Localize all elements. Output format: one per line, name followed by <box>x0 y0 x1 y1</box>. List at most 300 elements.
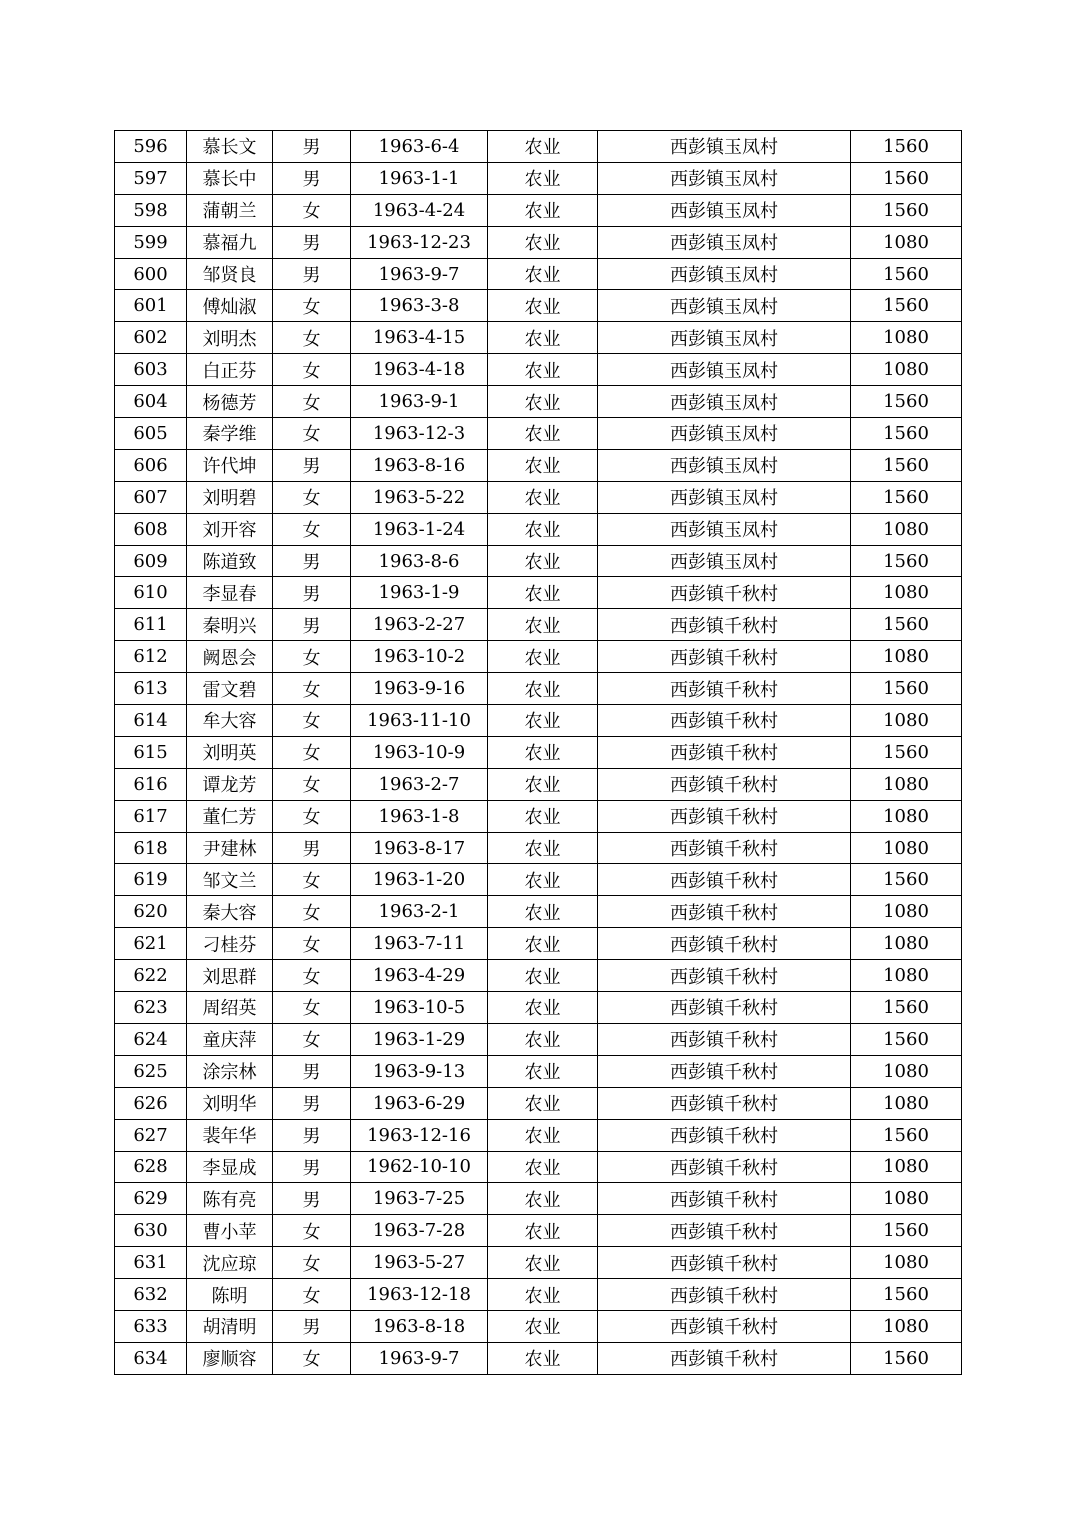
row-number-cell: 622 <box>115 960 187 992</box>
amount-cell: 1560 <box>851 1119 962 1151</box>
table-row <box>115 162 962 194</box>
gender-cell: 男 <box>273 545 351 577</box>
birth-date-cell: 1963-1-1 <box>351 162 488 194</box>
amount-cell: 1560 <box>851 194 962 226</box>
gender-cell: 男 <box>273 131 351 163</box>
occupation-cell: 农业 <box>488 641 598 673</box>
row-number-cell: 601 <box>115 290 187 322</box>
occupation-cell: 农业 <box>488 162 598 194</box>
address-cell: 西彭镇千秋村 <box>598 1215 851 1247</box>
table-row <box>115 418 962 450</box>
birth-date-cell: 1963-7-25 <box>351 1183 488 1215</box>
name-cell: 刁桂芬 <box>187 928 273 960</box>
address-cell: 西彭镇千秋村 <box>598 1247 851 1279</box>
birth-date-cell: 1963-10-5 <box>351 992 488 1024</box>
name-cell: 雷文碧 <box>187 673 273 705</box>
amount-cell: 1080 <box>851 354 962 386</box>
address-cell: 西彭镇千秋村 <box>598 1183 851 1215</box>
amount-cell: 1560 <box>851 258 962 290</box>
amount-cell: 1560 <box>851 386 962 418</box>
name-cell: 牟大容 <box>187 705 273 737</box>
row-number-cell: 619 <box>115 864 187 896</box>
name-cell: 杨德芳 <box>187 386 273 418</box>
address-cell: 西彭镇千秋村 <box>598 1119 851 1151</box>
occupation-cell: 农业 <box>488 1087 598 1119</box>
table-row <box>115 1055 962 1087</box>
name-cell: 刘明英 <box>187 736 273 768</box>
amount-cell: 1080 <box>851 641 962 673</box>
row-number-cell: 611 <box>115 609 187 641</box>
name-cell: 李显春 <box>187 577 273 609</box>
table-row <box>115 1310 962 1342</box>
occupation-cell: 农业 <box>488 992 598 1024</box>
name-cell: 陈道致 <box>187 545 273 577</box>
address-cell: 西彭镇玉凤村 <box>598 545 851 577</box>
gender-cell: 女 <box>273 641 351 673</box>
address-cell: 西彭镇千秋村 <box>598 1055 851 1087</box>
table-row <box>115 960 962 992</box>
address-cell: 西彭镇千秋村 <box>598 800 851 832</box>
amount-cell: 1560 <box>851 1342 962 1374</box>
address-cell: 西彭镇千秋村 <box>598 960 851 992</box>
name-cell: 慕福九 <box>187 226 273 258</box>
birth-date-cell: 1963-6-4 <box>351 131 488 163</box>
amount-cell: 1560 <box>851 1023 962 1055</box>
table-row <box>115 258 962 290</box>
name-cell: 廖顺容 <box>187 1342 273 1374</box>
table-row <box>115 800 962 832</box>
name-cell: 谭龙芳 <box>187 768 273 800</box>
gender-cell: 女 <box>273 1247 351 1279</box>
row-number-cell: 615 <box>115 736 187 768</box>
birth-date-cell: 1963-1-8 <box>351 800 488 832</box>
name-cell: 李显成 <box>187 1151 273 1183</box>
name-cell: 胡清明 <box>187 1310 273 1342</box>
table-row <box>115 1119 962 1151</box>
occupation-cell: 农业 <box>488 960 598 992</box>
address-cell: 西彭镇千秋村 <box>598 1151 851 1183</box>
birth-date-cell: 1963-9-7 <box>351 258 488 290</box>
occupation-cell: 农业 <box>488 1279 598 1311</box>
amount-cell: 1080 <box>851 768 962 800</box>
row-number-cell: 632 <box>115 1279 187 1311</box>
name-cell: 裴年华 <box>187 1119 273 1151</box>
occupation-cell: 农业 <box>488 354 598 386</box>
amount-cell: 1560 <box>851 1215 962 1247</box>
table-row <box>115 768 962 800</box>
address-cell: 西彭镇千秋村 <box>598 641 851 673</box>
birth-date-cell: 1963-8-6 <box>351 545 488 577</box>
name-cell: 刘明杰 <box>187 322 273 354</box>
gender-cell: 女 <box>273 386 351 418</box>
gender-cell: 女 <box>273 928 351 960</box>
table-row <box>115 1087 962 1119</box>
name-cell: 陈明 <box>187 1279 273 1311</box>
row-number-cell: 607 <box>115 481 187 513</box>
amount-cell: 1080 <box>851 513 962 545</box>
birth-date-cell: 1963-1-29 <box>351 1023 488 1055</box>
amount-cell: 1560 <box>851 290 962 322</box>
birth-date-cell: 1963-3-8 <box>351 290 488 322</box>
row-number-cell: 612 <box>115 641 187 673</box>
gender-cell: 男 <box>273 1087 351 1119</box>
birth-date-cell: 1963-4-29 <box>351 960 488 992</box>
address-cell: 西彭镇玉凤村 <box>598 194 851 226</box>
occupation-cell: 农业 <box>488 609 598 641</box>
name-cell: 刘思群 <box>187 960 273 992</box>
table-row <box>115 1151 962 1183</box>
gender-cell: 男 <box>273 1119 351 1151</box>
occupation-cell: 农业 <box>488 768 598 800</box>
name-cell: 陈有亮 <box>187 1183 273 1215</box>
birth-date-cell: 1963-12-16 <box>351 1119 488 1151</box>
birth-date-cell: 1963-5-27 <box>351 1247 488 1279</box>
amount-cell: 1080 <box>851 832 962 864</box>
row-number-cell: 618 <box>115 832 187 864</box>
name-cell: 尹建林 <box>187 832 273 864</box>
birth-date-cell: 1963-8-18 <box>351 1310 488 1342</box>
table-row <box>115 481 962 513</box>
gender-cell: 女 <box>273 418 351 450</box>
occupation-cell: 农业 <box>488 705 598 737</box>
row-number-cell: 629 <box>115 1183 187 1215</box>
gender-cell: 男 <box>273 258 351 290</box>
row-number-cell: 625 <box>115 1055 187 1087</box>
table-row <box>115 449 962 481</box>
birth-date-cell: 1963-9-1 <box>351 386 488 418</box>
row-number-cell: 605 <box>115 418 187 450</box>
row-number-cell: 597 <box>115 162 187 194</box>
address-cell: 西彭镇千秋村 <box>598 896 851 928</box>
amount-cell: 1080 <box>851 1087 962 1119</box>
gender-cell: 女 <box>273 290 351 322</box>
amount-cell: 1080 <box>851 1183 962 1215</box>
table-row <box>115 1183 962 1215</box>
occupation-cell: 农业 <box>488 1342 598 1374</box>
occupation-cell: 农业 <box>488 322 598 354</box>
row-number-cell: 631 <box>115 1247 187 1279</box>
birth-date-cell: 1963-12-18 <box>351 1279 488 1311</box>
name-cell: 蒲朝兰 <box>187 194 273 226</box>
occupation-cell: 农业 <box>488 258 598 290</box>
address-cell: 西彭镇玉凤村 <box>598 322 851 354</box>
birth-date-cell: 1963-5-22 <box>351 481 488 513</box>
table-row <box>115 1342 962 1374</box>
birth-date-cell: 1963-4-18 <box>351 354 488 386</box>
row-number-cell: 617 <box>115 800 187 832</box>
table-row <box>115 864 962 896</box>
name-cell: 邹贤良 <box>187 258 273 290</box>
birth-date-cell: 1963-9-7 <box>351 1342 488 1374</box>
occupation-cell: 农业 <box>488 449 598 481</box>
row-number-cell: 621 <box>115 928 187 960</box>
birth-date-cell: 1963-1-9 <box>351 577 488 609</box>
amount-cell: 1080 <box>851 896 962 928</box>
table-row <box>115 609 962 641</box>
address-cell: 西彭镇千秋村 <box>598 673 851 705</box>
row-number-cell: 606 <box>115 449 187 481</box>
occupation-cell: 农业 <box>488 1310 598 1342</box>
table-row <box>115 131 962 163</box>
birth-date-cell: 1963-9-13 <box>351 1055 488 1087</box>
row-number-cell: 608 <box>115 513 187 545</box>
address-cell: 西彭镇玉凤村 <box>598 449 851 481</box>
gender-cell: 男 <box>273 1151 351 1183</box>
occupation-cell: 农业 <box>488 864 598 896</box>
gender-cell: 女 <box>273 896 351 928</box>
amount-cell: 1560 <box>851 864 962 896</box>
amount-cell: 1080 <box>851 960 962 992</box>
table-row <box>115 226 962 258</box>
address-cell: 西彭镇玉凤村 <box>598 418 851 450</box>
address-cell: 西彭镇玉凤村 <box>598 386 851 418</box>
gender-cell: 男 <box>273 1310 351 1342</box>
amount-cell: 1560 <box>851 449 962 481</box>
table-row <box>115 1279 962 1311</box>
occupation-cell: 农业 <box>488 1215 598 1247</box>
birth-date-cell: 1963-2-7 <box>351 768 488 800</box>
row-number-cell: 599 <box>115 226 187 258</box>
occupation-cell: 农业 <box>488 896 598 928</box>
birth-date-cell: 1963-8-17 <box>351 832 488 864</box>
occupation-cell: 农业 <box>488 577 598 609</box>
birth-date-cell: 1963-1-20 <box>351 864 488 896</box>
gender-cell: 女 <box>273 673 351 705</box>
gender-cell: 女 <box>273 1215 351 1247</box>
address-cell: 西彭镇千秋村 <box>598 832 851 864</box>
birth-date-cell: 1963-6-29 <box>351 1087 488 1119</box>
gender-cell: 男 <box>273 832 351 864</box>
table-row <box>115 705 962 737</box>
row-number-cell: 602 <box>115 322 187 354</box>
birth-date-cell: 1963-4-24 <box>351 194 488 226</box>
table-row <box>115 545 962 577</box>
occupation-cell: 农业 <box>488 1055 598 1087</box>
gender-cell: 女 <box>273 1342 351 1374</box>
address-cell: 西彭镇千秋村 <box>598 768 851 800</box>
address-cell: 西彭镇千秋村 <box>598 864 851 896</box>
row-number-cell: 626 <box>115 1087 187 1119</box>
name-cell: 慕长中 <box>187 162 273 194</box>
table-row <box>115 736 962 768</box>
gender-cell: 女 <box>273 513 351 545</box>
amount-cell: 1560 <box>851 418 962 450</box>
amount-cell: 1560 <box>851 545 962 577</box>
name-cell: 秦明兴 <box>187 609 273 641</box>
address-cell: 西彭镇玉凤村 <box>598 513 851 545</box>
address-cell: 西彭镇千秋村 <box>598 1310 851 1342</box>
name-cell: 童庆萍 <box>187 1023 273 1055</box>
amount-cell: 1080 <box>851 1055 962 1087</box>
birth-date-cell: 1963-9-16 <box>351 673 488 705</box>
amount-cell: 1080 <box>851 577 962 609</box>
row-number-cell: 634 <box>115 1342 187 1374</box>
records-table <box>114 130 962 1375</box>
row-number-cell: 628 <box>115 1151 187 1183</box>
birth-date-cell: 1963-2-27 <box>351 609 488 641</box>
table-row <box>115 641 962 673</box>
row-number-cell: 596 <box>115 131 187 163</box>
gender-cell: 女 <box>273 864 351 896</box>
occupation-cell: 农业 <box>488 1119 598 1151</box>
table-row <box>115 832 962 864</box>
amount-cell: 1080 <box>851 1151 962 1183</box>
occupation-cell: 农业 <box>488 1247 598 1279</box>
address-cell: 西彭镇玉凤村 <box>598 290 851 322</box>
gender-cell: 女 <box>273 992 351 1024</box>
amount-cell: 1080 <box>851 1247 962 1279</box>
gender-cell: 女 <box>273 481 351 513</box>
gender-cell: 女 <box>273 960 351 992</box>
name-cell: 曹小苹 <box>187 1215 273 1247</box>
birth-date-cell: 1962-10-10 <box>351 1151 488 1183</box>
gender-cell: 女 <box>273 705 351 737</box>
table-row <box>115 577 962 609</box>
table-row <box>115 928 962 960</box>
name-cell: 阙恩会 <box>187 641 273 673</box>
amount-cell: 1080 <box>851 705 962 737</box>
birth-date-cell: 1963-10-2 <box>351 641 488 673</box>
address-cell: 西彭镇千秋村 <box>598 577 851 609</box>
occupation-cell: 农业 <box>488 1151 598 1183</box>
address-cell: 西彭镇玉凤村 <box>598 226 851 258</box>
amount-cell: 1560 <box>851 992 962 1024</box>
occupation-cell: 农业 <box>488 928 598 960</box>
gender-cell: 女 <box>273 1023 351 1055</box>
amount-cell: 1560 <box>851 162 962 194</box>
row-number-cell: 620 <box>115 896 187 928</box>
address-cell: 西彭镇玉凤村 <box>598 258 851 290</box>
occupation-cell: 农业 <box>488 481 598 513</box>
amount-cell: 1080 <box>851 928 962 960</box>
birth-date-cell: 1963-8-16 <box>351 449 488 481</box>
address-cell: 西彭镇玉凤村 <box>598 162 851 194</box>
row-number-cell: 614 <box>115 705 187 737</box>
birth-date-cell: 1963-7-11 <box>351 928 488 960</box>
table-row <box>115 290 962 322</box>
name-cell: 董仁芳 <box>187 800 273 832</box>
table-row <box>115 673 962 705</box>
gender-cell: 男 <box>273 609 351 641</box>
birth-date-cell: 1963-12-23 <box>351 226 488 258</box>
birth-date-cell: 1963-4-15 <box>351 322 488 354</box>
address-cell: 西彭镇千秋村 <box>598 928 851 960</box>
occupation-cell: 农业 <box>488 673 598 705</box>
amount-cell: 1080 <box>851 226 962 258</box>
occupation-cell: 农业 <box>488 736 598 768</box>
amount-cell: 1560 <box>851 609 962 641</box>
address-cell: 西彭镇千秋村 <box>598 609 851 641</box>
gender-cell: 男 <box>273 1183 351 1215</box>
gender-cell: 女 <box>273 1279 351 1311</box>
occupation-cell: 农业 <box>488 1023 598 1055</box>
occupation-cell: 农业 <box>488 545 598 577</box>
name-cell: 沈应琼 <box>187 1247 273 1279</box>
name-cell: 刘开容 <box>187 513 273 545</box>
name-cell: 涂宗林 <box>187 1055 273 1087</box>
row-number-cell: 613 <box>115 673 187 705</box>
name-cell: 秦大容 <box>187 896 273 928</box>
amount-cell: 1080 <box>851 800 962 832</box>
address-cell: 西彭镇千秋村 <box>598 1342 851 1374</box>
amount-cell: 1560 <box>851 481 962 513</box>
gender-cell: 男 <box>273 162 351 194</box>
gender-cell: 男 <box>273 1055 351 1087</box>
amount-cell: 1560 <box>851 736 962 768</box>
birth-date-cell: 1963-11-10 <box>351 705 488 737</box>
birth-date-cell: 1963-7-28 <box>351 1215 488 1247</box>
address-cell: 西彭镇千秋村 <box>598 992 851 1024</box>
occupation-cell: 农业 <box>488 1183 598 1215</box>
occupation-cell: 农业 <box>488 513 598 545</box>
name-cell: 邹文兰 <box>187 864 273 896</box>
table-row <box>115 992 962 1024</box>
address-cell: 西彭镇玉凤村 <box>598 354 851 386</box>
table-row <box>115 322 962 354</box>
table-row <box>115 1247 962 1279</box>
gender-cell: 男 <box>273 577 351 609</box>
gender-cell: 男 <box>273 226 351 258</box>
address-cell: 西彭镇千秋村 <box>598 1087 851 1119</box>
row-number-cell: 604 <box>115 386 187 418</box>
row-number-cell: 633 <box>115 1310 187 1342</box>
address-cell: 西彭镇千秋村 <box>598 705 851 737</box>
address-cell: 西彭镇千秋村 <box>598 1023 851 1055</box>
amount-cell: 1080 <box>851 1310 962 1342</box>
row-number-cell: 603 <box>115 354 187 386</box>
row-number-cell: 610 <box>115 577 187 609</box>
name-cell: 周绍英 <box>187 992 273 1024</box>
name-cell: 傅灿淑 <box>187 290 273 322</box>
row-number-cell: 624 <box>115 1023 187 1055</box>
gender-cell: 女 <box>273 354 351 386</box>
gender-cell: 女 <box>273 800 351 832</box>
occupation-cell: 农业 <box>488 418 598 450</box>
table-row <box>115 513 962 545</box>
birth-date-cell: 1963-2-1 <box>351 896 488 928</box>
occupation-cell: 农业 <box>488 386 598 418</box>
birth-date-cell: 1963-1-24 <box>351 513 488 545</box>
table-row <box>115 194 962 226</box>
row-number-cell: 598 <box>115 194 187 226</box>
address-cell: 西彭镇千秋村 <box>598 1279 851 1311</box>
gender-cell: 女 <box>273 736 351 768</box>
name-cell: 刘明碧 <box>187 481 273 513</box>
occupation-cell: 农业 <box>488 832 598 864</box>
gender-cell: 女 <box>273 322 351 354</box>
table-row <box>115 386 962 418</box>
occupation-cell: 农业 <box>488 194 598 226</box>
table-row <box>115 354 962 386</box>
occupation-cell: 农业 <box>488 226 598 258</box>
name-cell: 刘明华 <box>187 1087 273 1119</box>
records-body <box>115 131 962 1375</box>
birth-date-cell: 1963-10-9 <box>351 736 488 768</box>
gender-cell: 男 <box>273 449 351 481</box>
name-cell: 慕长文 <box>187 131 273 163</box>
amount-cell: 1560 <box>851 673 962 705</box>
name-cell: 许代坤 <box>187 449 273 481</box>
birth-date-cell: 1963-12-3 <box>351 418 488 450</box>
amount-cell: 1560 <box>851 131 962 163</box>
address-cell: 西彭镇千秋村 <box>598 736 851 768</box>
row-number-cell: 600 <box>115 258 187 290</box>
row-number-cell: 609 <box>115 545 187 577</box>
table-row <box>115 1215 962 1247</box>
occupation-cell: 农业 <box>488 800 598 832</box>
name-cell: 白正芬 <box>187 354 273 386</box>
table-row <box>115 1023 962 1055</box>
